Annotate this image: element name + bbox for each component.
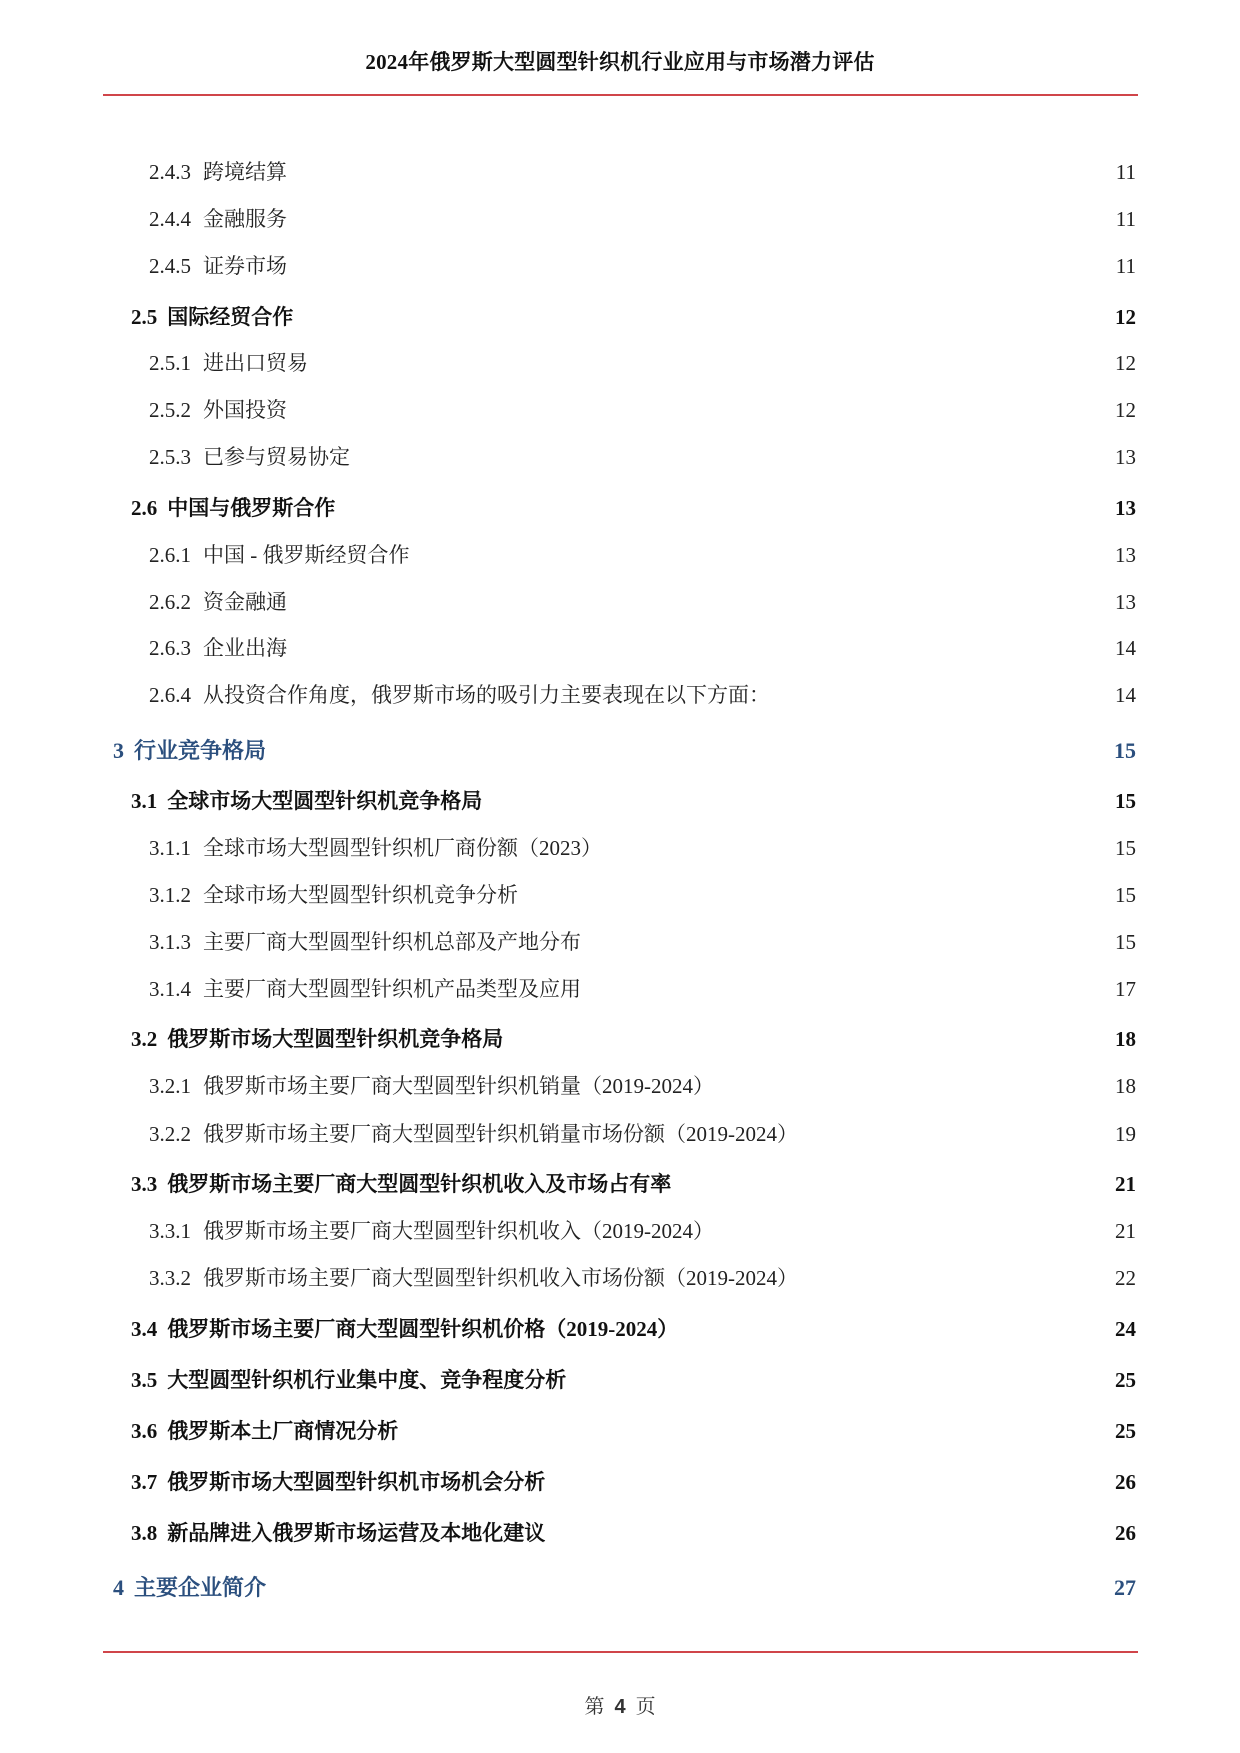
toc-entry-3-3-2[interactable] <box>0 1263 1240 1293</box>
toc-entry-number: 3.2.2 <box>149 1122 191 1146</box>
toc-entry-label: 俄罗斯市场主要厂商大型圆型针织机收入市场份额（2019-2024） <box>203 1266 798 1290</box>
footer-page-number: 4 <box>614 1696 626 1718</box>
toc-entry-2-6-4[interactable] <box>0 680 1240 710</box>
toc-entry-number: 3.5 <box>131 1368 158 1392</box>
toc-entry-label: 俄罗斯市场大型圆型针织机市场机会分析 <box>167 1470 546 1494</box>
toc-entry-label: 俄罗斯本土厂商情况分析 <box>167 1419 399 1443</box>
toc-entry-3-1-4[interactable] <box>0 974 1240 1004</box>
toc-entry-page: 15 <box>1115 789 1136 813</box>
toc-entry-label: 外国投资 <box>203 398 287 422</box>
toc-entry-page: 15 <box>1115 883 1136 907</box>
footer-prefix: 第 <box>584 1696 605 1718</box>
toc-entry-page: 22 <box>1115 1266 1136 1290</box>
toc-entry-label: 大型圆型针织机行业集中度、竞争程度分析 <box>167 1368 567 1392</box>
toc-entry-number: 2.5.3 <box>149 445 191 469</box>
toc-entry-label: 新品牌进入俄罗斯市场运营及本地化建议 <box>167 1521 546 1545</box>
toc-entry-page: 15 <box>1114 738 1136 763</box>
toc-entry-label: 国际经贸合作 <box>167 305 294 329</box>
toc-entry-label: 金融服务 <box>203 207 287 231</box>
toc-entry-number: 2.6.4 <box>149 683 191 707</box>
toc-entry-page: 13 <box>1115 590 1136 614</box>
toc-entry-page: 18 <box>1115 1074 1136 1098</box>
toc-entry-page: 12 <box>1115 305 1136 329</box>
toc-entry-label: 证券市场 <box>203 254 287 278</box>
toc-entry-3-7[interactable] <box>0 1467 1240 1497</box>
toc-entry-label: 俄罗斯市场主要厂商大型圆型针织机价格（2019-2024） <box>167 1317 679 1341</box>
toc-entry-3-4[interactable] <box>0 1314 1240 1344</box>
toc-entry-2-6-1[interactable] <box>0 540 1240 570</box>
footer-suffix: 页 <box>635 1696 656 1718</box>
toc-entry-page: 27 <box>1114 1575 1136 1600</box>
toc-entry-number: 3.1.3 <box>149 930 191 954</box>
toc-entry-3-1[interactable] <box>0 786 1240 816</box>
toc-entry-3-2[interactable] <box>0 1024 1240 1054</box>
toc-entry-page: 12 <box>1115 351 1136 375</box>
toc-entry-3-1-3[interactable] <box>0 927 1240 957</box>
toc-entry-label: 行业竞争格局 <box>134 738 267 763</box>
toc-entry-page: 17 <box>1115 977 1136 1001</box>
toc-entry-label: 俄罗斯市场大型圆型针织机竞争格局 <box>167 1027 504 1051</box>
toc-entry-number: 4 <box>113 1575 124 1600</box>
toc-entry-page: 21 <box>1115 1172 1136 1196</box>
toc-entry-label: 企业出海 <box>203 636 287 660</box>
toc-entry-number: 2.4.3 <box>149 160 191 184</box>
toc-entry-2-5-3[interactable] <box>0 442 1240 472</box>
toc-entry-3-1-2[interactable] <box>0 880 1240 910</box>
toc-entry-page: 25 <box>1115 1368 1136 1392</box>
toc-entry-page: 26 <box>1115 1521 1136 1545</box>
toc-entry-number: 2.5 <box>131 305 158 329</box>
toc-entry-2-4-4[interactable] <box>0 204 1240 234</box>
toc-entry-page: 26 <box>1115 1470 1136 1494</box>
toc-entry-number: 2.6.3 <box>149 636 191 660</box>
toc-entry-number: 3.3 <box>131 1172 158 1196</box>
toc-entry-label: 中国与俄罗斯合作 <box>167 496 336 520</box>
toc-entry-number: 2.5.2 <box>149 398 191 422</box>
toc-entry-number: 2.6 <box>131 496 158 520</box>
toc-entry-chapter-4[interactable] <box>0 1573 1240 1603</box>
toc-entry-3-3-1[interactable] <box>0 1216 1240 1246</box>
toc-entry-2-5-1[interactable] <box>0 348 1240 378</box>
toc-entry-number: 3.6 <box>131 1419 158 1443</box>
toc-entry-3-2-1[interactable] <box>0 1071 1240 1101</box>
toc-entry-3-2-2[interactable] <box>0 1119 1240 1149</box>
toc-entry-page: 15 <box>1115 930 1136 954</box>
toc-entry-number: 3.3.2 <box>149 1266 191 1290</box>
toc-entry-number: 3.2.1 <box>149 1074 191 1098</box>
toc-entry-number: 2.4.5 <box>149 254 191 278</box>
footer-divider <box>103 1651 1138 1653</box>
toc-entry-number: 2.5.1 <box>149 351 191 375</box>
toc-entry-page: 13 <box>1115 496 1136 520</box>
toc-entry-2-6-3[interactable] <box>0 633 1240 663</box>
toc-entry-chapter-3[interactable] <box>0 736 1240 766</box>
toc-entry-label: 俄罗斯市场主要厂商大型圆型针织机收入（2019-2024） <box>203 1219 714 1243</box>
toc-entry-label: 进出口贸易 <box>203 351 308 375</box>
toc-entry-label: 俄罗斯市场主要厂商大型圆型针织机销量市场份额（2019-2024） <box>203 1122 798 1146</box>
toc-entry-2-4-5[interactable] <box>0 251 1240 281</box>
toc-entry-page: 19 <box>1115 1122 1136 1146</box>
toc-entry-label: 俄罗斯市场主要厂商大型圆型针织机收入及市场占有率 <box>167 1172 672 1196</box>
toc-entry-page: 14 <box>1115 683 1136 707</box>
toc-entry-page: 25 <box>1115 1419 1136 1443</box>
toc-entry-label: 从投资合作角度，俄罗斯市场的吸引力主要表现在以下方面： <box>203 683 770 707</box>
header-divider <box>103 94 1138 96</box>
toc-entry-page: 18 <box>1115 1027 1136 1051</box>
toc-entry-page: 21 <box>1115 1219 1136 1243</box>
toc-entry-number: 3.2 <box>131 1027 158 1051</box>
toc-entry-number: 2.4.4 <box>149 207 191 231</box>
toc-entry-number: 2.6.1 <box>149 543 191 567</box>
toc-entry-number: 3 <box>113 738 124 763</box>
toc-entry-2-4-3[interactable] <box>0 157 1240 187</box>
toc-entry-3-6[interactable] <box>0 1416 1240 1446</box>
toc-entry-2-5[interactable] <box>0 302 1240 332</box>
toc-entry-page: 12 <box>1115 398 1136 422</box>
page-header-title: 2024年俄罗斯大型圆型针织机行业应用与市场潜力评估 <box>365 50 875 74</box>
toc-entry-number: 3.1.1 <box>149 836 191 860</box>
page-footer <box>0 1690 1240 1719</box>
toc-entry-number: 3.1 <box>131 789 158 813</box>
toc-entry-label: 已参与贸易协定 <box>203 445 350 469</box>
toc-entry-number: 3.7 <box>131 1470 158 1494</box>
toc-entry-3-1-1[interactable] <box>0 833 1240 863</box>
toc-entry-number: 3.8 <box>131 1521 158 1545</box>
toc-entry-number: 3.1.4 <box>149 977 191 1001</box>
toc-entry-label: 俄罗斯市场主要厂商大型圆型针织机销量（2019-2024） <box>203 1074 714 1098</box>
toc-entry-page: 24 <box>1115 1317 1136 1341</box>
toc-entry-page: 11 <box>1115 160 1136 184</box>
toc-entry-page: 13 <box>1115 445 1136 469</box>
toc-entry-page: 15 <box>1115 836 1136 860</box>
toc-entry-3-3[interactable] <box>0 1169 1240 1199</box>
toc-entry-number: 3.1.2 <box>149 883 191 907</box>
toc-entry-2-5-2[interactable] <box>0 395 1240 425</box>
toc-entry-page: 11 <box>1115 254 1136 278</box>
toc-entry-2-6[interactable] <box>0 493 1240 523</box>
toc-entry-label: 全球市场大型圆型针织机竞争分析 <box>203 883 518 907</box>
toc-entry-number: 3.3.1 <box>149 1219 191 1243</box>
toc-entry-number: 2.6.2 <box>149 590 191 614</box>
toc-entry-label: 主要厂商大型圆型针织机总部及产地分布 <box>203 930 581 954</box>
toc-entry-page: 13 <box>1115 543 1136 567</box>
toc-entry-3-8[interactable] <box>0 1518 1240 1548</box>
toc-entry-2-6-2[interactable] <box>0 587 1240 617</box>
toc-entry-label: 全球市场大型圆型针织机厂商份额（2023） <box>203 836 602 860</box>
toc-entry-page: 11 <box>1115 207 1136 231</box>
toc-entry-3-5[interactable] <box>0 1365 1240 1395</box>
toc-entry-label: 资金融通 <box>203 590 287 614</box>
toc-entry-label: 跨境结算 <box>203 160 287 184</box>
toc-entry-number: 3.4 <box>131 1317 158 1341</box>
toc-entry-label: 中国 - 俄罗斯经贸合作 <box>203 543 410 567</box>
toc-entry-label: 主要厂商大型圆型针织机产品类型及应用 <box>203 977 581 1001</box>
toc-entry-page: 14 <box>1115 636 1136 660</box>
toc-entry-label: 主要企业简介 <box>134 1575 267 1600</box>
toc-entry-label: 全球市场大型圆型针织机竞争格局 <box>167 789 483 813</box>
